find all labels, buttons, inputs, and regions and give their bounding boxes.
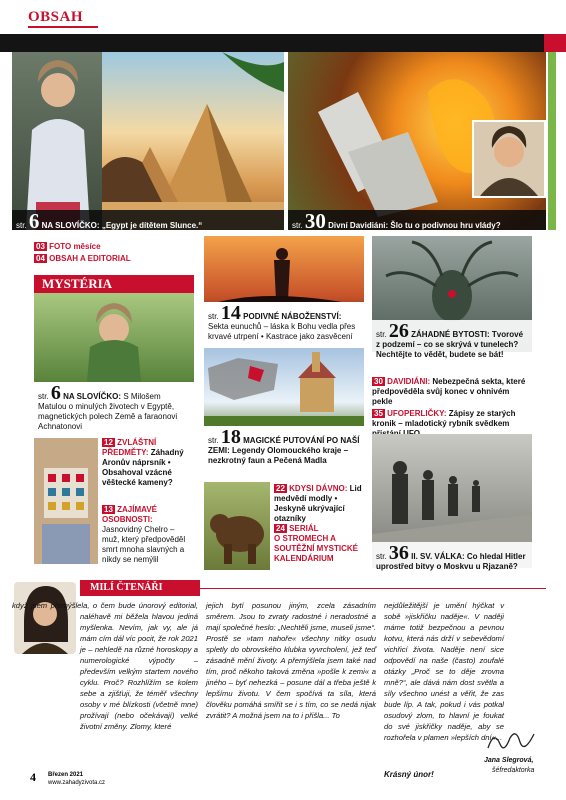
portrait-icon — [474, 122, 544, 196]
editor-name: Jana Slegrová, — [484, 757, 534, 764]
feature-left-caption — [12, 209, 284, 233]
item-text: Zápisy ze starých kronik – mladotický rybník svědkem — [372, 409, 516, 428]
item-title: KDYSI DÁVNO: — [289, 484, 348, 493]
item-page-badge: 12 — [104, 438, 113, 447]
page-number: 6 — [50, 382, 61, 404]
item-text: Co hledal Hitler uprostřed bitvy o Moskvu u Rjazaně? — [376, 552, 526, 571]
editorial-col-3: nejdůležitější je umění hýčkat v sobě »jiskřičku naděje«. V naději máme totiž bezpečnou a pevnou kotvu, která nás drží v sebevědomí vichřicí života. Naděje není sice odpovědí na naše (často) zoufalé otázky „Proč se to děje zrovna mně?“, ale dává nám dost světla a síly všechno unést a věřit, že zas bude líp. A tak, pokud i vás potkal osudový zlom, to hlavní je foukat do své jiskřičky naděje, aby se rozhořela v plamen »lepších dní«... — [384, 601, 504, 742]
item-24 — [274, 524, 364, 564]
embroidered-cloth-photo — [34, 438, 98, 564]
item-text: Jasnovidný Chelro – muž, který předpověděl smrt mnoha slavných a nikdy se nemýlil — [102, 525, 186, 564]
editorial-col-1: když jsem přemýšlela, o čem bude únorový editorial, naléhavě mi běžela hlavou jediná myšlenka. Nevím, jak vy, ale já mám cím dál víc pocit, že rok 2021 je – nehledě na různé horoskopy a numerologické výpočty – především velkým startem nového cyklu. Proč? Rozhlížím se kolem sebe a zjišťuji, že téměř všechny osoby v mé blízkosti (včetně mne) prožívají (nebo očekávají) velké životní změny. Zlomy, které — [12, 601, 198, 731]
editorial-closing: Krásný únor! — [384, 770, 434, 779]
page-title: OBSAH — [28, 9, 84, 25]
feature-text: Divní Davidiáni: Šlo tu o podivnou hru vlády? — [328, 221, 501, 230]
page-number: 18 — [220, 426, 241, 448]
interviewee-photo — [12, 52, 102, 230]
toc-text: OBSAH A EDITORIAL — [49, 254, 131, 263]
item-14 — [204, 302, 364, 344]
str-prefix: str. — [16, 221, 27, 230]
item-text: Tvorové z podzemí – co se skrývá v tunelech? Nechtějte to vědět, budete se bát! — [376, 330, 524, 359]
editorial-heading: MILÍ ČTENÁŘI — [90, 582, 163, 593]
editorial-col-2: jejich bytí posunou jiným, zcela zásadním směrem. Jsou to zvraty radostné i neradostné a mají společné heslo: „Nechtěli jsme, museli jsme“. Prostě se »tam nahoře« všechny nitky osudu spletly do obrovského klubka vyvrcholení, jež teď zásadně mění životy. A přemýšlela jsem také nad tím, proč někoho taková změna »pošle k zemi« a jiného – byť nehezká – posune dál a třeba ještě k lepšímu životu. V čem spočívá ta síla, která člověku pomáhá smířit se i s tím, co se nedá nijak zvrátit? A možná jsem na to i přišla... To — [206, 601, 376, 720]
page-number: 26 — [388, 320, 409, 342]
item-page-badge: 24 — [276, 524, 285, 533]
toc-page-badge: 03 — [36, 242, 45, 251]
str-prefix: str. — [292, 221, 303, 230]
item-text: Lid medvědí modly • Jeskyně ukrývající otazníky — [274, 484, 362, 523]
item-text: Nebezpečná sekta, které předpověděla svůj konec v ohnivém pekle — [372, 377, 526, 406]
person-icon — [34, 293, 194, 393]
footer-issue: Březen 2021 — [48, 772, 84, 778]
footer-url: www.zahadyzivota.cz — [48, 780, 106, 786]
item-title: ZÁHADNÉ BYTOSTI: — [411, 330, 490, 339]
feature-title: NA SLOVÍČKO: — [41, 221, 100, 230]
item-text: Záhadný Aronův náprsník • Obsahoval vzácné věštecké kameny? — [102, 448, 184, 487]
item-12 — [102, 438, 194, 488]
green-accent-bar — [548, 52, 556, 230]
str-prefix: str. — [208, 436, 219, 445]
item-title: DAVIDIÁNI: — [387, 377, 431, 386]
page-number: 14 — [220, 302, 241, 324]
person-icon — [12, 52, 102, 230]
title-underline — [28, 26, 98, 28]
item-26 — [372, 320, 532, 362]
footer-page: 4 — [30, 770, 36, 784]
item-title: NA SLOVÍČKO: — [63, 392, 122, 401]
signature-icon — [484, 728, 540, 756]
item-title: ZAJÍMAVÉ OSOBNOSTI: — [102, 505, 157, 524]
castle-photo — [204, 348, 364, 438]
editor-role: šéfredaktorka — [492, 767, 535, 774]
str-prefix: str. — [376, 552, 387, 561]
item-13 — [102, 505, 194, 565]
breastplate-icon — [34, 438, 98, 564]
item-title: SERIÁL — [289, 524, 319, 533]
castle-map-icon — [204, 348, 364, 438]
str-prefix: str. — [376, 330, 387, 339]
bear-icon — [204, 482, 270, 570]
toc-top-2 — [34, 254, 131, 264]
item-title: ZVLÁŠTNÍ PŘEDMĚTY: — [102, 438, 157, 457]
item-title: UFOPERLIČKY: — [387, 409, 447, 418]
toc-top-1 — [34, 242, 101, 252]
item-18 — [204, 426, 364, 468]
feature-text: „Egypt je dítětem Slunce.“ — [101, 221, 203, 230]
bear-photo — [204, 482, 270, 570]
header-bar — [0, 34, 566, 52]
item-36 — [372, 542, 532, 574]
item-22 — [274, 484, 364, 524]
item-30 — [372, 377, 532, 407]
feature-right-caption — [288, 209, 546, 233]
page-number: 30 — [304, 209, 326, 233]
item-page-badge: 13 — [104, 505, 113, 514]
editorial-heading-bar — [80, 580, 200, 596]
header — [0, 0, 566, 34]
str-prefix: str. — [38, 392, 49, 401]
item-title: PODIVNÉ NÁBOŽENSTVÍ: — [243, 312, 342, 321]
item-page-badge: 30 — [374, 377, 383, 386]
str-prefix: str. — [208, 312, 219, 321]
item-title: MAGICKÉ PUTOVÁNÍ PO NAŠÍ ZEMI: — [208, 436, 360, 455]
item-text: Sekta eunuchů – láska k Bohu vedla přes krvavé utrpení • Kastrace jako zasvěcení — [208, 322, 356, 341]
toc-text: FOTO měsíce — [49, 242, 101, 251]
item-text: Legendy Olomouckého kraje – nezkrotný faun a Pečená Madla — [208, 446, 349, 465]
toc-page-badge: 04 — [36, 254, 45, 263]
item-page-badge: 35 — [374, 409, 383, 418]
item-title: II. SV. VÁLKA: — [411, 552, 465, 561]
koresh-photo — [472, 120, 546, 198]
header-accent — [544, 34, 566, 52]
item-page-badge: 22 — [276, 484, 285, 493]
editorial-line — [200, 588, 546, 589]
page-number: 36 — [388, 542, 409, 564]
item-text: O STROMECH A SOUTĚŽNÍ MYSTICKÉ KALENDÁRIUM — [274, 534, 359, 563]
section-label: MYSTÉRIA — [42, 276, 113, 291]
section-banner — [34, 275, 194, 293]
item-text: S Milošem Matulou o minulých životech v Egyptě, magnetických polech Země a faraonovi Achnatonovi — [38, 392, 178, 431]
matula-photo — [34, 293, 194, 393]
page-number: 6 — [28, 209, 40, 233]
item-slovicko — [34, 382, 194, 434]
